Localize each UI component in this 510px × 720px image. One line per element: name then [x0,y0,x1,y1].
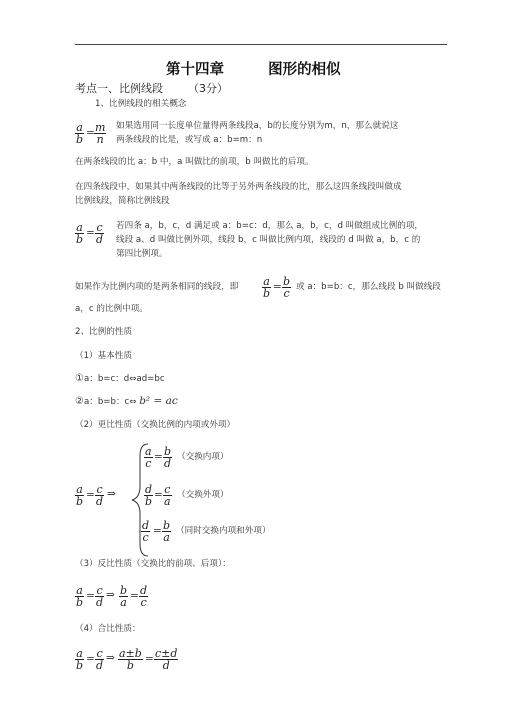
alt-source-fraction-cd: $\frac{c}{d}$ [96,483,104,508]
alt-result1-fraction-ac: $\frac{a}{c}$ [145,445,152,470]
mean-proportional-text-a: 如果作为比例内项的是两条相同的线段，即 [75,282,239,292]
equals-sign: = [86,653,95,665]
mean-fraction-ab: $\frac{a}{b}$ [263,275,271,300]
equals-sign: = [86,590,95,602]
comp-fraction-c-pm-d: $\frac{c\pm d}{d}$ [155,647,178,672]
equals-sign: = [273,281,282,293]
mean-proportional-text-b: 或 a：b=b：c，那么线段 b 叫做线段 [296,282,441,292]
basic-property-heading: （1）基本性质 [75,351,133,361]
proportion-definition-line2: 比例线段，简称比例线段 [75,196,170,206]
alt-result2-fraction-db: $\frac{d}{b}$ [145,483,153,508]
equals-sign: = [153,525,162,537]
implies-arrow: ⇒ [106,589,115,601]
comp-fraction-a-pm-b: $\frac{a\pm b}{b}$ [119,647,142,672]
equals-sign: = [154,489,163,501]
chapter-title [166,58,341,79]
ratio-definition-line2: 两条线段的比是，或写成 a：b=m：n [116,135,263,145]
comp-fraction-ab: $\frac{a}{b}$ [76,647,84,672]
alt-note-swap-means: （交换内项） [177,452,229,462]
ratio-definition-line1: 如果选用同一长度单位量得两条线段a，b的长度分别为m，n，那么就说这 [116,121,399,131]
implies-arrow: ⇒ [106,652,115,664]
equals-sign: = [86,489,95,501]
header-rule [75,44,447,45]
ratio-terms-text: 在两条线段的比 a：b 中，a 叫做比的前项，b 叫做比的后项。 [75,157,314,167]
inv-fraction-ab: $\frac{a}{b}$ [76,584,84,609]
circled-number-2: ② [75,396,84,407]
circled-number-1: ① [75,373,84,384]
alt-result3-fraction-dc: $\frac{d}{c}$ [142,519,150,544]
mean-proportional-text-c: a，c 的比例中项。 [75,304,148,314]
inv-fraction-ba: $\frac{b}{a}$ [120,584,128,609]
mean-proportional-formula: b² = ac [139,395,178,407]
proportion-fraction-cd: $\frac{c}{d}$ [96,221,104,246]
ratio-fraction-mn: $\frac{m}{n}$ [95,121,106,146]
alternate-property-heading: （2）更比性质（交换比例的内项或外项） [75,420,236,430]
implies-arrow: ⇒ [107,488,116,500]
equals-sign: = [130,590,139,602]
properties-heading: 2、比例的性质 [75,327,133,337]
inv-fraction-dc: $\frac{d}{c}$ [140,584,148,609]
equals-sign: = [145,653,154,665]
basic-property-1: ①a：b=c：d⇔ad=bc [75,373,165,384]
ratio-fraction-ab: $\frac{a}{b}$ [76,121,84,146]
proportion-terms-line2: 线段 a、d 叫做比例外项，线段 b，c 叫做比例内项，线段的 d 叫做 a，b，c 的 [116,235,421,245]
alt-note-swap-both: （同时交换内项和外项） [176,526,271,536]
alt-result3-fraction-ba: $\frac{b}{a}$ [163,519,171,544]
proportion-terms-line3: 第四比例项。 [116,249,168,259]
equals-sign: = [86,127,95,139]
comp-fraction-cd: $\frac{c}{d}$ [96,647,104,672]
proportion-definition-line1: 在四条线段中，如果其中两条线段的比等于另外两条线段的比，那么这四条线段叫做成 [75,182,402,192]
inv-fraction-cd: $\frac{c}{d}$ [96,584,104,609]
equals-sign: = [154,451,163,463]
equals-sign: = [86,227,95,239]
section-points: （3分） [188,82,228,95]
alt-result1-fraction-bd: $\frac{b}{d}$ [164,445,172,470]
section-heading: 考点一、比例线段 （3分） [75,82,228,95]
concepts-heading: 1、比例线段的相关概念 [95,99,187,109]
compound-property-heading: （4）合比性质： [75,624,141,634]
inverse-property-heading: （3）反比性质（交换比的前项、后项）： [75,559,231,569]
alt-source-fraction-ab: $\frac{a}{b}$ [76,483,84,508]
mean-fraction-bc: $\frac{b}{c}$ [283,275,291,300]
proportion-fraction-ab: $\frac{a}{b}$ [76,221,84,246]
alt-result2-fraction-ca: $\frac{c}{a}$ [164,483,171,508]
alt-note-swap-extremes: （交换外项） [177,490,229,500]
chapter-name: 图形的相似 [268,61,341,78]
proportion-terms-line1: 若四条 a，b，c，d 满足或 a：b=c：d，那么 a，b，c，d 叫做组成比例的项， [116,221,424,231]
basic-property-2: ②a：b=b：c⇔ b² = ac [75,395,178,407]
chapter-number: 第十四章 [166,61,224,78]
